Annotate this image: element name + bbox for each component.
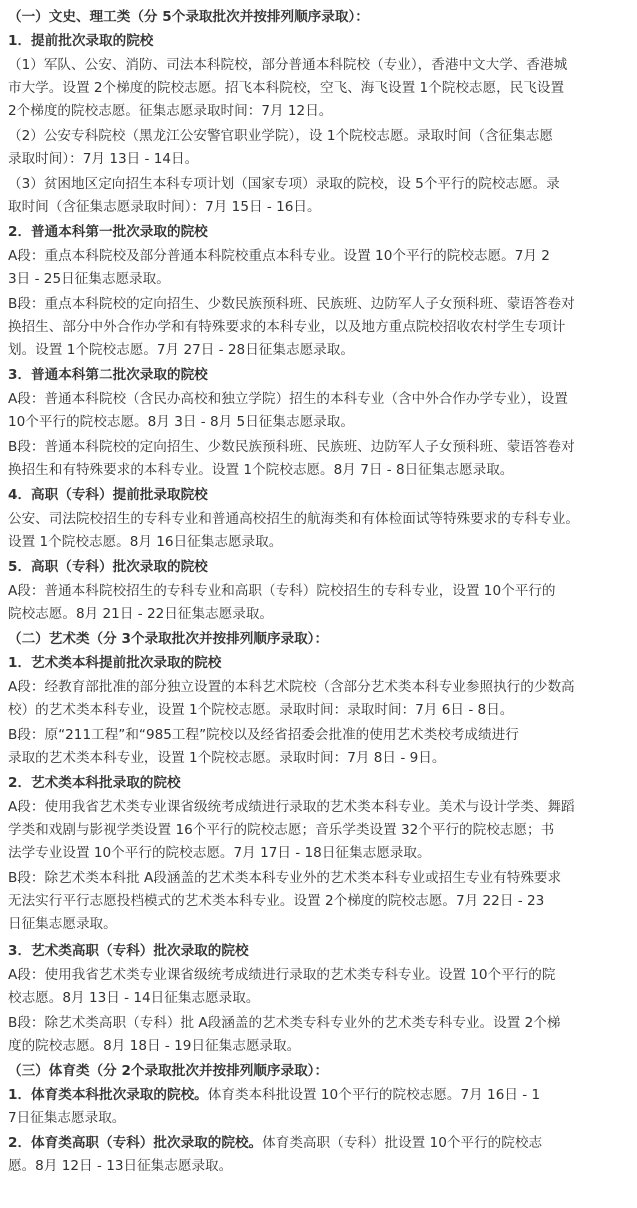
section1-item2-title: 2．普通本科第一批次录取的院校 <box>8 224 208 240</box>
section3-item2-line <box>8 1132 629 1154</box>
paragraph-line: 划。设置 1个院校志愿。7月 27日 - 28日征集志愿录取。 <box>8 342 354 358</box>
paragraph-line: B段：除艺术类本科批 A段涵盖的艺术类本科专业外的艺术类本科专业或招生专业有特殊要求 <box>8 870 562 886</box>
paragraph-line: B段：原“211工程”和“985工程”院校以及经省招委会批准的使用艺术类校考成绩进行 <box>8 727 519 743</box>
paragraph-line: A段：普通本科院校（含民办高校和独立学院）招生的本科专业（含中外合作办学专业），设置 <box>8 391 568 407</box>
section1-item4-title: 4．高职（专科）提前批录取院校 <box>8 487 208 503</box>
paragraph-line: 市大学。设置 2个梯度的院校志愿。招飞本科院校，空飞、海飞设置 1个院校志愿，民飞设置 <box>8 80 565 96</box>
paragraph-line: B段：普通本科院校的定向招生、少数民族预科班、民族班、边防军人子女预科班、蒙语答卷对 <box>8 439 575 455</box>
paragraph-line: 无法实行平行志愿投档模式的艺术类本科专业。设置 2个梯度的院校志愿。7月 22日 - 23 <box>8 893 545 909</box>
section2-heading: （二）艺术类（分 3个录取批次并按排列顺序录取）： <box>8 631 329 647</box>
paragraph-line: 设置 1个院校志愿。8月 16日征集志愿录取。 <box>8 534 283 550</box>
section3-item1-line <box>8 1084 629 1106</box>
section1-item1-title: 1．提前批次录取的院校 <box>8 33 154 49</box>
paragraph-line: 2个梯度的院校志愿。征集志愿录取时间：7月 12日。 <box>8 103 333 119</box>
section3-item1-text: 体育类本科批设置 10个平行的院校志愿。7月 16日 - 1 <box>207 1087 541 1103</box>
paragraph-line: 学类和戏剧与影视学类设置 16个平行的院校志愿；音乐学类设置 32个平行的院校志愿；书 <box>8 822 555 838</box>
paragraph-line: B段：除艺术类高职（专科）批 A段涵盖的艺术类专科专业外的艺术类专科专业。设置 2个梯 <box>8 1015 561 1031</box>
section1-item5-title: 5．高职（专科）批次录取的院校 <box>8 559 208 575</box>
paragraph-line: 度的院校志愿。8月 18日 - 19日征集志愿录取。 <box>8 1038 301 1054</box>
section3-heading: （三）体育类（分 2个录取批次并按排列顺序录取）： <box>8 1063 329 1079</box>
paragraph-line: 法学专业设置 10个平行的院校志愿。7月 17日 - 18日征集志愿录取。 <box>8 845 431 861</box>
paragraph-line: 换招生和有特殊要求的本科专业。设置 1个院校志愿。8月 7日 - 8日征集志愿录取。 <box>8 462 514 478</box>
paragraph-line: A段：使用我省艺术类专业课省级统考成绩进行录取的艺术类专科专业。设置 10个平行的院 <box>8 967 556 983</box>
paragraph-line: （1）军队、公安、消防、司法本科院校，部分普通本科院校（专业），香港中文大学、香港城 <box>8 57 568 73</box>
paragraph-line: （3）贫困地区定向招生本科专项计划（国家专项）录取的院校，设 5个平行的院校志愿。录 <box>8 176 560 192</box>
paragraph-line: 校）的艺术类本科专业，设置 1个院校志愿。录取时间：录取时间：7月 6日 - 8日。 <box>8 702 514 718</box>
paragraph-line: 公安、司法院校招生的专科专业和普通高校招生的航海类和有体检面试等特殊要求的专科专业。 <box>8 511 579 527</box>
paragraph-line: 日征集志愿录取。 <box>8 916 117 932</box>
paragraph-line: 换招生、部分中外合作办学和有特殊要求的本科专业，以及地方重点院校招收农村学生专项计 <box>8 319 566 335</box>
paragraph-line: A段：重点本科院校及部分普通本科院校重点本科专业。设置 10个平行的院校志愿。7月 2 <box>8 248 550 264</box>
section1-item3-title: 3．普通本科第二批次录取的院校 <box>8 367 208 383</box>
paragraph-line: 院校志愿。8月 21日 - 22日征集志愿录取。 <box>8 606 274 622</box>
paragraph-line: 10个平行的院校志愿。8月 3日 - 8月 5日征集志愿录取。 <box>8 414 354 430</box>
paragraph-line: 取时间（含征集志愿录取时间）：7月 15日 - 16日。 <box>8 199 321 215</box>
paragraph-line: B段：重点本科院校的定向招生、少数民族预科班、民族班、边防军人子女预科班、蒙语答卷对 <box>8 296 575 312</box>
section2-item3-title: 3．艺术类高职（专科）批次录取的院校 <box>8 943 249 959</box>
paragraph-line: 7日征集志愿录取。 <box>8 1110 126 1126</box>
paragraph-line: A段：普通本科院校招生的专科专业和高职（专科）院校招生的专科专业，设置 10个平行的 <box>8 583 556 599</box>
paragraph-line: 录取时间）：7月 13日 - 14日。 <box>8 151 199 167</box>
paragraph-line: 校志愿。8月 13日 - 14日征集志愿录取。 <box>8 990 260 1006</box>
paragraph-line: 愿。8月 12日 - 13日征集志愿录取。 <box>8 1158 233 1174</box>
paragraph-line: A段：经教育部批准的部分独立设置的本科艺术院校（含部分艺术类本科专业参照执行的少数高 <box>8 679 575 695</box>
paragraph-line: 3日 - 25日征集志愿录取。 <box>8 271 170 287</box>
section2-item2-title: 2．艺术类本科批录取的院校 <box>8 775 181 791</box>
section3-item1-title: 1．体育类本科批次录取的院校。 <box>8 1087 208 1103</box>
section1-heading: （一）文史、理工类（分 5个录取批次并按排列顺序录取）： <box>8 9 369 25</box>
paragraph-line: A段：使用我省艺术类专业课省级统考成绩进行录取的艺术类本科专业。美术与设计学类、舞蹈 <box>8 799 575 815</box>
paragraph-line: （2）公安专科院校（黑龙江公安警官职业学院），设 1个院校志愿。录取时间（含征集志愿 <box>8 128 553 144</box>
section3-item2-title: 2．体育类高职（专科）批次录取的院校。 <box>8 1135 263 1151</box>
paragraph-line: 录取的艺术类本科专业，设置 1个院校志愿。录取时间：7月 8日 - 9日。 <box>8 750 446 766</box>
section2-item1-title: 1．艺术类本科提前批次录取的院校 <box>8 655 222 671</box>
section3-item2-text: 体育类高职（专科）批设置 10个平行的院校志 <box>262 1135 543 1151</box>
